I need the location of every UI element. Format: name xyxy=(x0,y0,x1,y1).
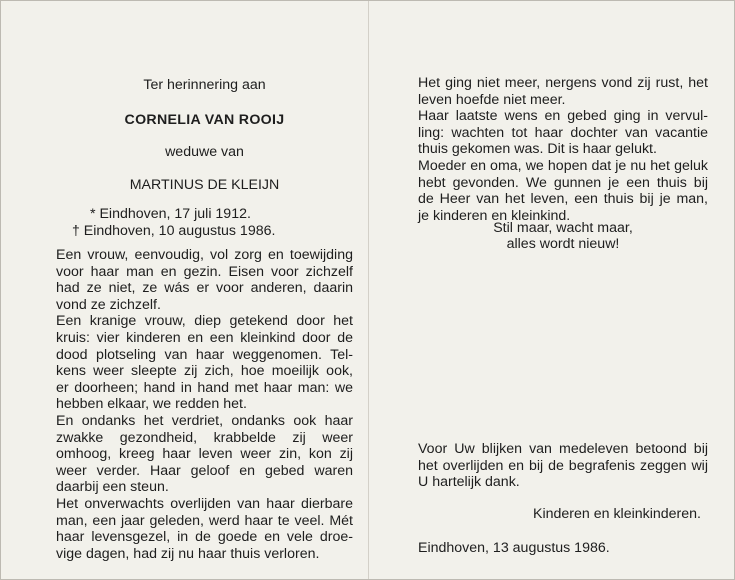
left-body-line: haar levensgezel, in de goede en vele droe- xyxy=(56,529,353,546)
right-body-line: Haar laatste wens en gebed ging in vervul- xyxy=(418,108,708,125)
birth-line: * Eindhoven, 17 juli 1912. xyxy=(90,206,251,222)
verse-line-1: Stil maar, wacht maar, xyxy=(493,220,633,236)
center-fold xyxy=(368,1,369,579)
cross-symbol: † xyxy=(72,222,80,238)
widow-of-text: weduwe van xyxy=(165,144,244,160)
thanks-line: U hartelijk dank. xyxy=(418,474,520,491)
left-body-line: er doorheen; hand in hand met haar man: we xyxy=(56,379,353,396)
left-body-line: had ze niet, ze wás er voor anderen, daarin xyxy=(56,280,353,297)
thanks-line: Voor Uw blijken van medeleven betoond bij xyxy=(418,441,708,457)
left-body-line: zwakke gezondheid, krabbelde zij weer xyxy=(56,429,353,446)
left-body-line: daarbij een steun. xyxy=(56,479,169,496)
right-body-line: Moeder en oma, we hopen dat je nu het geluk xyxy=(418,158,708,174)
left-body-line: voor haar man en gezin. Eisen voor zichzelf xyxy=(56,263,353,280)
left-body-line: En ondanks het verdriet, ondanks ook haar xyxy=(56,413,353,429)
left-body-line: kruis: vier kinderen en een kleinkind door de xyxy=(56,330,353,346)
left-body-line: Het onverwachts overlijden van haar dierbare xyxy=(56,496,353,512)
death-text: Eindhoven, 10 augustus 1986. xyxy=(83,223,276,239)
left-body-line: hebben elkaar, we redden het. xyxy=(56,396,247,413)
intro-text: Ter herinnering aan xyxy=(143,77,266,93)
left-body-line: vige dagen, had zij nu haar thuis verloren. xyxy=(56,545,320,562)
right-body-line: hebt gevonden. We gunnen je een thuis bij xyxy=(418,174,708,191)
thanks-line: het overlijden en bij de begrafenis zeggen wij xyxy=(418,457,708,474)
left-body-line: Een kranige vrouw, diep getekend door het xyxy=(56,313,353,330)
left-body-line: Een vrouw, eenvoudig, vol zorg en toewijding xyxy=(56,247,353,263)
left-body-line: weer verder. Haar geloof en gebed waren xyxy=(56,462,353,479)
verse-line-2: alles wordt nieuw! xyxy=(506,236,620,252)
right-body-line: ling: wachten tot haar dochter van vacantie xyxy=(418,124,708,141)
left-body-line: vond ze zichzelf. xyxy=(56,296,161,313)
death-line xyxy=(72,222,275,240)
left-body-line: kens weer sleepte zij zich, hoe moeilijk ook, xyxy=(56,363,353,380)
left-body-line: dood plotseling van haar weggenomen. Tel- xyxy=(56,346,353,363)
husband-name: MARTINUS DE KLEIJN xyxy=(129,177,280,193)
deceased-name: CORNELIA VAN ROOIJ xyxy=(124,112,285,128)
right-body-line: Het ging niet meer, nergens vond zij rust, het xyxy=(418,75,708,91)
right-body-line: leven hoefde niet meer. xyxy=(418,91,566,108)
right-body-line: de Heer van het leven, een thuis bij je man, xyxy=(418,191,708,208)
right-body-line: je kinderen en kleinkind. xyxy=(418,207,571,224)
signature: Kinderen en kleinkinderen. xyxy=(533,506,701,522)
right-body-line: thuis gekomen was. Dit is haar gelukt. xyxy=(418,141,657,158)
date-place: Eindhoven, 13 augustus 1986. xyxy=(418,540,610,556)
left-body-line: omhoog, kreeg haar leven weer zin, kon zij xyxy=(56,446,353,463)
left-body-line: man, een jaar geleden, werd haar te veel. Mét xyxy=(56,512,353,529)
